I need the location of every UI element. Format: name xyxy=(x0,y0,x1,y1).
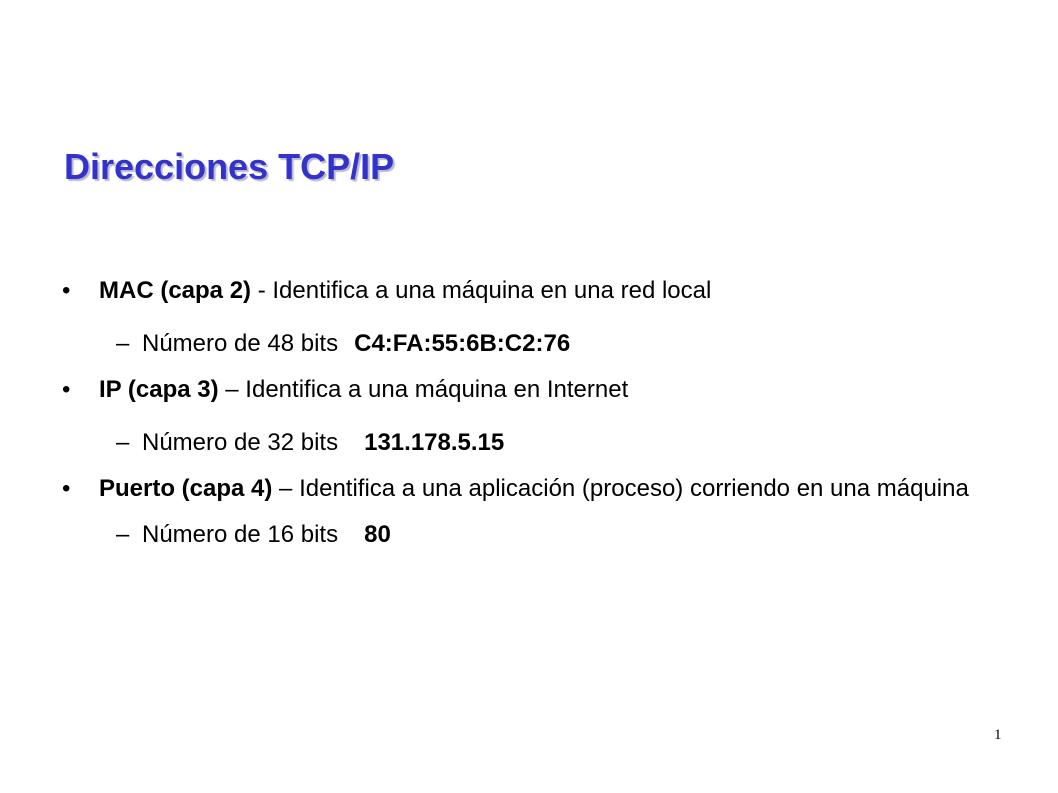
bullet-marker: • xyxy=(62,475,71,502)
example-value: 131.178.5.15 xyxy=(364,429,505,456)
bullet-term: IP (capa 3) xyxy=(99,376,219,403)
sub-item-mac xyxy=(62,329,998,359)
bullet-text xyxy=(99,375,998,405)
bullet-description: – Identifica a una aplicación (proceso) corriendo en una máquina xyxy=(272,475,969,502)
bullet-item-mac xyxy=(62,276,998,306)
sub-item-ip xyxy=(62,428,998,458)
dash-marker: – xyxy=(116,429,130,456)
bullet-marker: • xyxy=(62,376,71,403)
bullet-list xyxy=(62,276,998,550)
slide-title: Direcciones TCP/IP xyxy=(64,146,395,187)
bullet-description: – Identifica a una máquina en Internet xyxy=(218,376,629,403)
sub-item-text xyxy=(142,329,998,359)
dash-marker: – xyxy=(116,330,130,357)
bullet-item-ip xyxy=(62,375,998,405)
bit-length: Número de 16 bits xyxy=(142,521,339,548)
bullet-term: MAC (capa 2) xyxy=(99,277,252,304)
bullet-description: - Identifica a una máquina en una red local xyxy=(251,277,712,304)
bullet-marker: • xyxy=(62,277,71,304)
bit-length: Número de 32 bits xyxy=(142,429,339,456)
bullet-text xyxy=(99,474,998,504)
bullet-term: Puerto (capa 4) xyxy=(99,475,273,502)
bit-length: Número de 48 bits xyxy=(142,330,339,357)
dash-marker: – xyxy=(116,521,130,548)
sub-item-text xyxy=(142,428,998,458)
example-value: 80 xyxy=(364,521,391,548)
bullet-text xyxy=(99,276,998,306)
page-number: 1 xyxy=(994,727,1002,743)
sub-item-puerto xyxy=(62,520,998,550)
sub-item-text xyxy=(142,520,998,550)
example-value: C4:FA:55:6B:C2:76 xyxy=(354,330,571,357)
bullet-item-puerto xyxy=(62,474,998,504)
